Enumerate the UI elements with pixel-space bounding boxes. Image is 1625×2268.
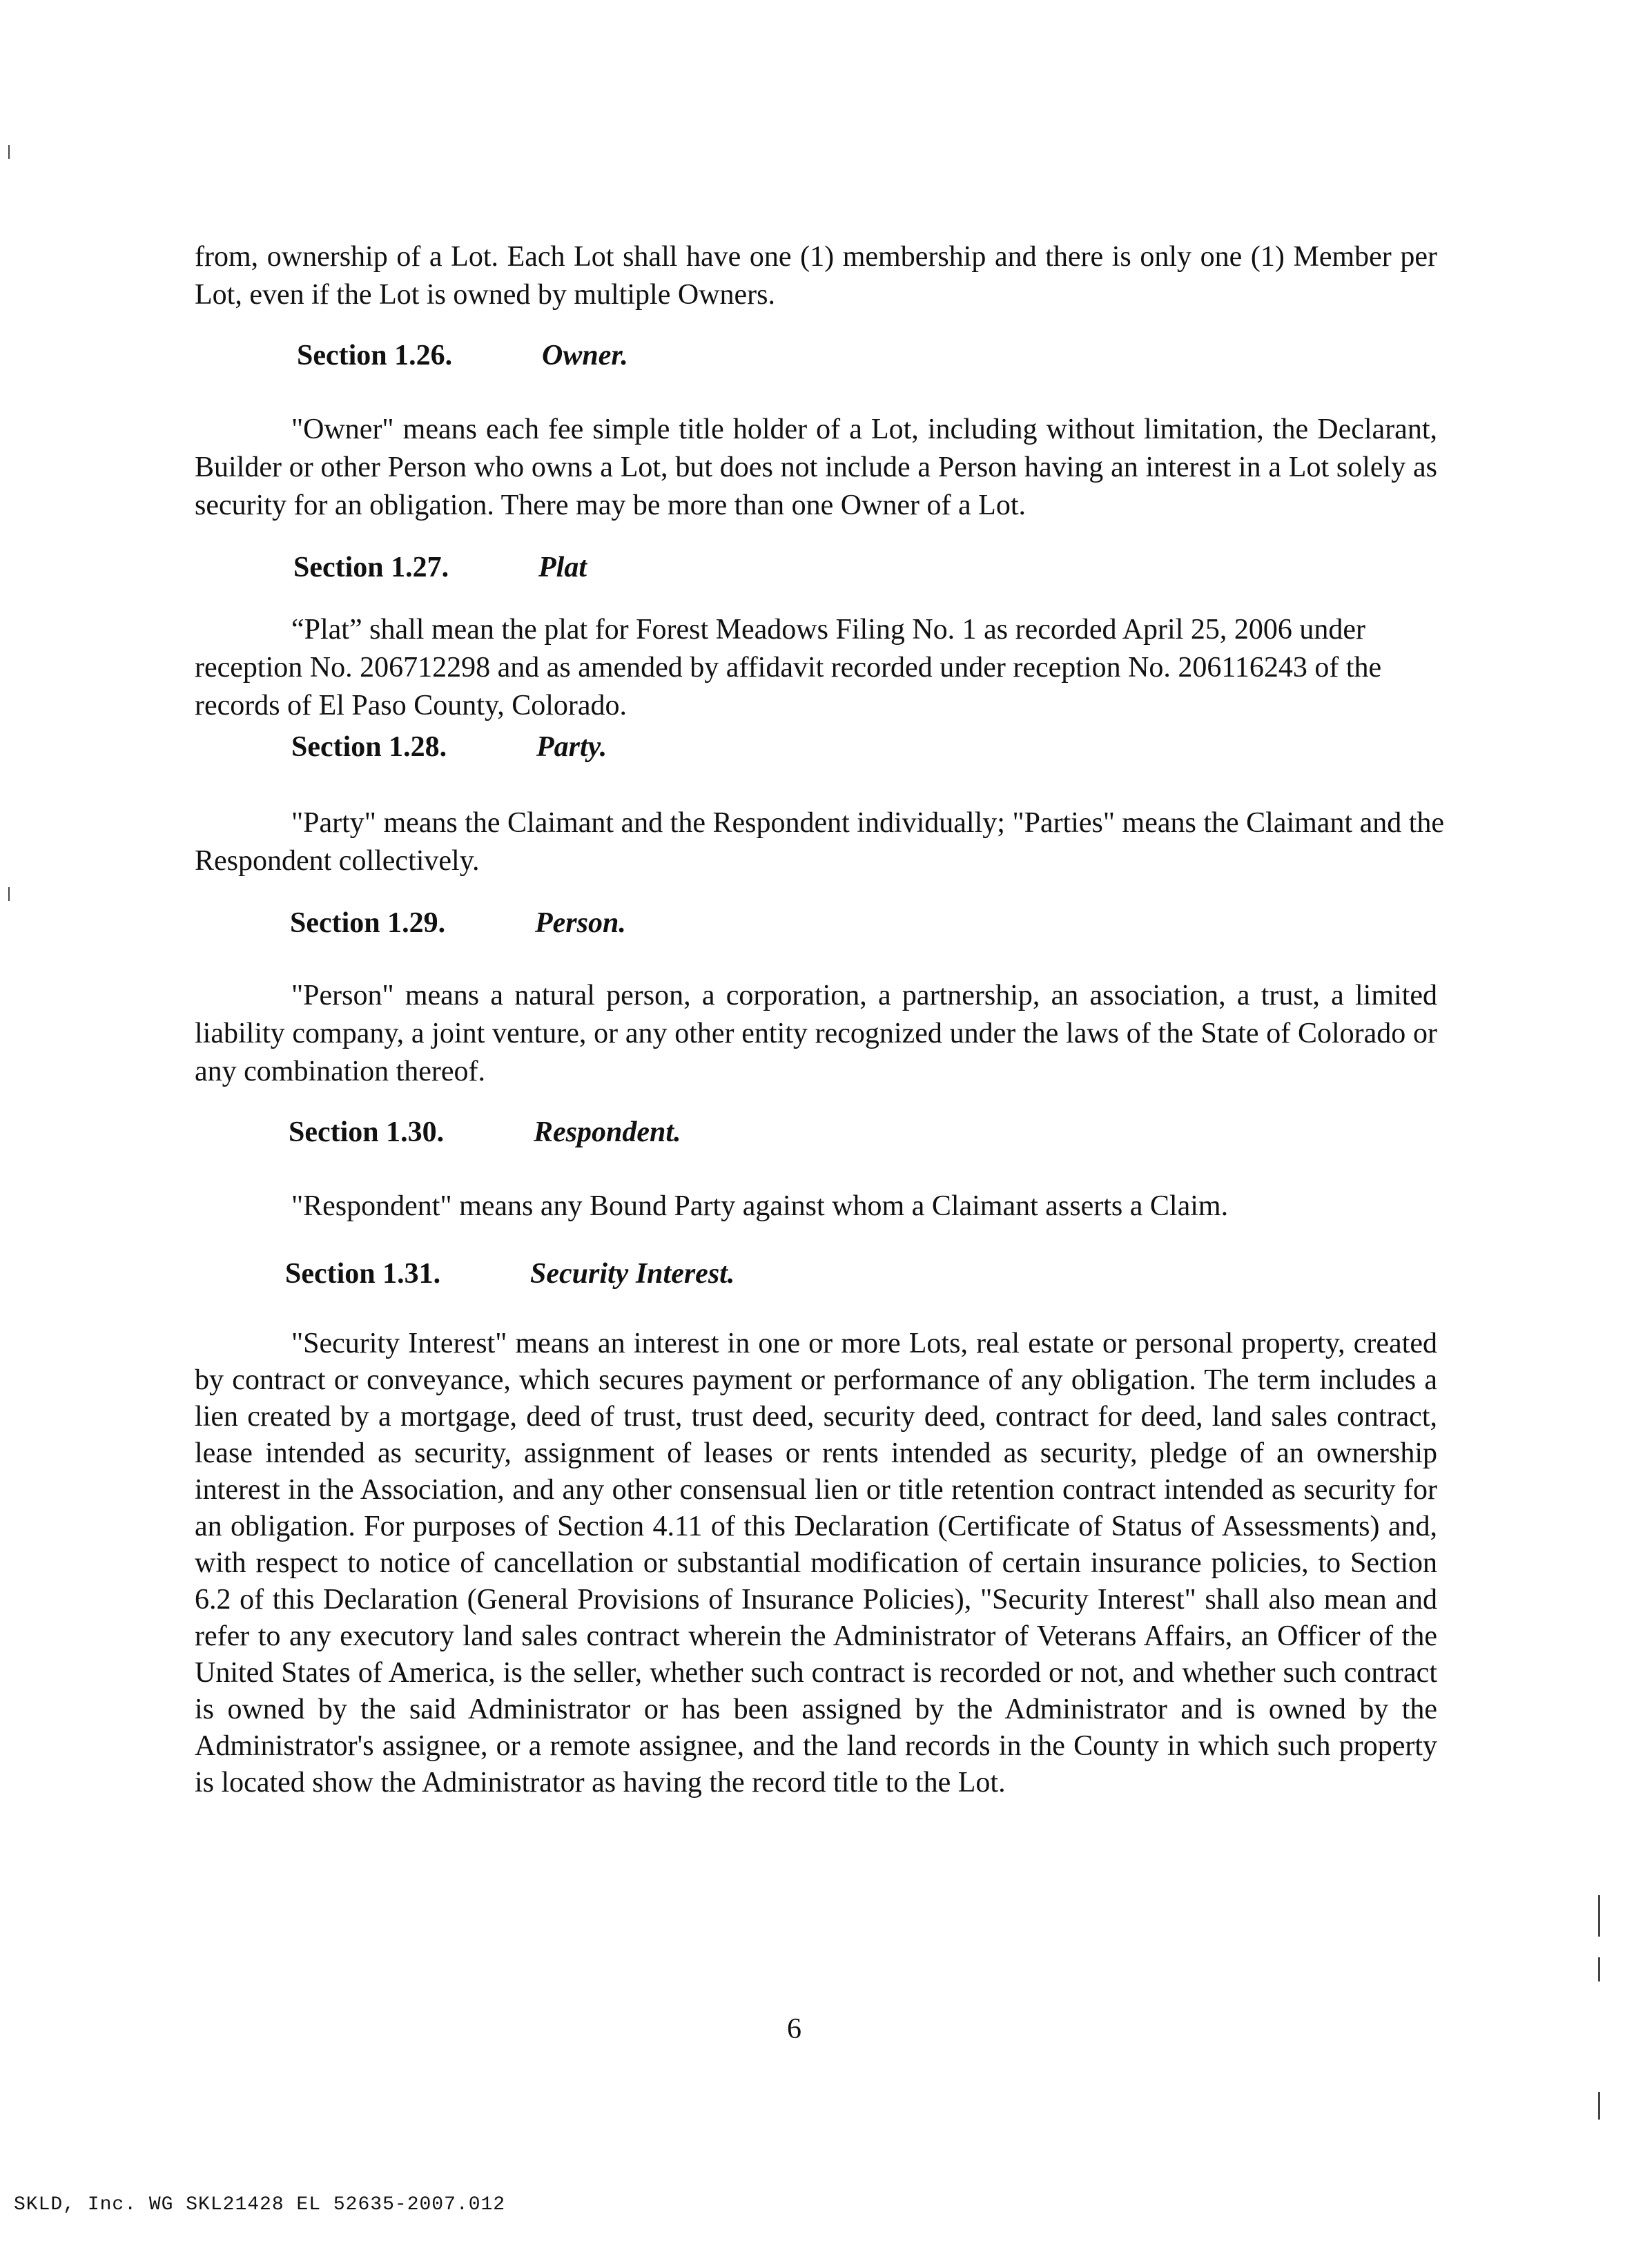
section-body-1-31: "Security Interest" means an interest in one or more Lots, real estate or personal property, created by contract or conveyance, which secures payment or performance of any obligation. The term includes a lien created by a mortgage, deed of trust, trust deed, security deed, contract for deed, land sales contract, lease intended as security, assignment of leases or rents intended as security, pledge of an ownership interest in the Association, and any other consensual lien or title retention contract intended as security for an obligation. For purposes of Section 4.11 of this Declaration (Certificate of Status of Assessments) and, with respect to notice of cancellation or substantial modification of certain insurance policies, to Section 6.2 of this Declaration (General Provisions of Insurance Policies), "Security Interest" shall also mean and refer to any executory land sales contract wherein the Administrator of Veterans Affairs, an Officer of the United States of America, is the seller, whether such contract is recorded or not, and whether such contract is owned by the said Administrator or has been assigned by the Administrator and is owned by the Administrator's assignee, or a remote assignee, and the land records in the County in which such property is located show the Administrator as having the record title to the Lot. xyxy=(195,1328,1437,1799)
section-heading-1-26 xyxy=(297,337,628,375)
section-number: Section 1.28. xyxy=(291,731,447,763)
scan-mark xyxy=(1598,1895,1600,1937)
intro-paragraph: from, ownership of a Lot. Each Lot shall have one (1) membership and there is only one (1) Member per Lot, even if the Lot is owned by multiple Owners. xyxy=(195,241,1437,311)
section-heading-1-30 xyxy=(289,1114,681,1152)
section-heading-1-31 xyxy=(285,1255,734,1293)
section-title: Plat xyxy=(538,552,587,583)
section-body-1-28: "Party" means the Claimant and the Respondent individually; "Parties" means the Claimant and the Respondent collectively. xyxy=(195,807,1445,877)
section-heading-1-27 xyxy=(293,549,587,587)
section-number: Section 1.29. xyxy=(290,907,446,939)
section-number: Section 1.31. xyxy=(285,1258,441,1290)
section-title: Owner. xyxy=(542,340,628,371)
section-body-1-30: "Respondent" means any Bound Party against whom a Claimant asserts a Claim. xyxy=(291,1190,1229,1222)
section-heading-1-29 xyxy=(290,904,626,942)
section-body-1-26: "Owner" means each fee simple title holder of a Lot, including without limitation, the Declarant, Builder or other Person who owns a Lot, but does not include a Person having an interest in a Lot solely as security for an obligation. There may be more than one Owner of a Lot. xyxy=(195,414,1437,521)
section-title: Security Interest. xyxy=(530,1258,735,1290)
section-title: Party. xyxy=(536,731,607,763)
section-title: Person. xyxy=(535,907,626,939)
section-heading-1-28 xyxy=(291,728,607,766)
section-title: Respondent. xyxy=(534,1116,681,1148)
section-body-1-29: "Person" means a natural person, a corporation, a partnership, an association, a trust, a limited liability company, a joint venture, or any other entity recognized under the laws of the State of Colorado or any combination thereof. xyxy=(195,980,1437,1087)
document-footer: SKLD, Inc. WG SKL21428 EL 52635-2007.012 xyxy=(14,2194,506,2216)
scan-mark xyxy=(8,887,10,901)
section-number: Section 1.30. xyxy=(289,1116,445,1148)
section-number: Section 1.27. xyxy=(293,552,449,583)
scan-mark xyxy=(8,145,10,159)
section-number: Section 1.26. xyxy=(297,340,453,371)
section-body-1-27: “Plat” shall mean the plat for Forest Meadows Filing No. 1 as recorded April 25, 2006 under reception No. 206712298 and as amended by affidavit recorded under reception No. 206116243 of the records of El Paso County, Colorado. xyxy=(195,614,1382,721)
scan-mark xyxy=(1598,2092,1600,2120)
page-number: 6 xyxy=(787,2013,801,2045)
scan-mark xyxy=(1598,1957,1600,1981)
